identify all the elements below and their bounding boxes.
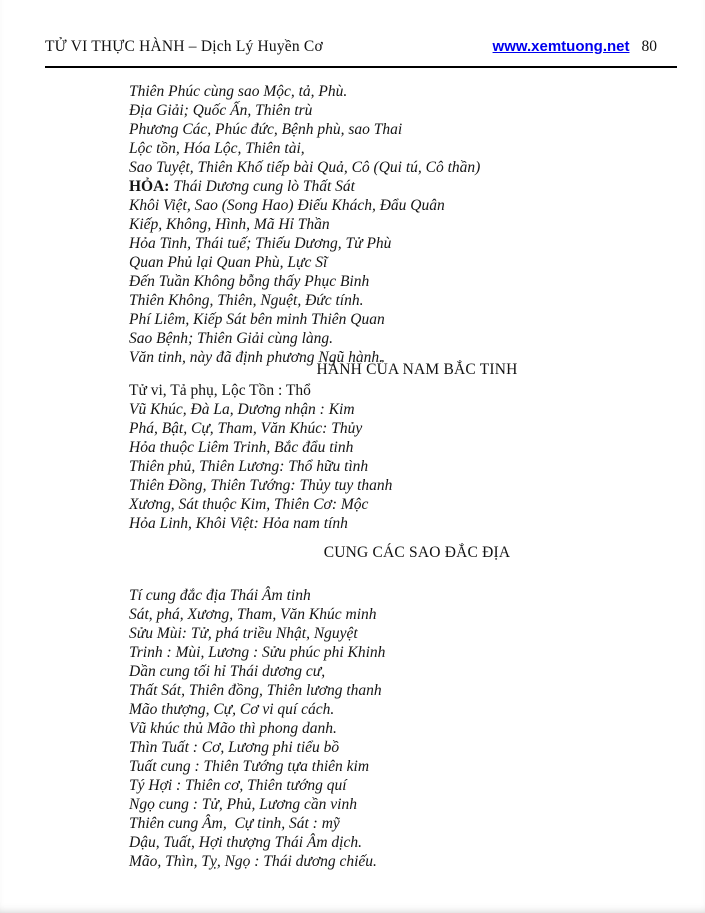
poem-line: Hỏa Linh, Khôi Việt: Hỏa nam tính (129, 515, 348, 532)
poem-line: Phí Liêm, Kiếp Sát bên minh Thiên Quan (129, 311, 385, 328)
poem-line: Vũ khúc thủ Mão thì phong danh. (129, 720, 337, 737)
poem-line: Sát, phá, Xương, Tham, Văn Khúc minh (129, 606, 377, 623)
stanza (0, 586, 705, 871)
poem-line: Đến Tuần Không bỗng thấy Phục Binh (129, 273, 370, 290)
poem-line: Quan Phủ lại Quan Phù, Lực Sĩ (129, 254, 328, 271)
poem-line: Kiếp, Không, Hình, Mã Hỉ Thần (129, 216, 330, 233)
poem-line: Thiên phủ, Thiên Lương: Thổ hữu tình (129, 458, 369, 475)
page-header (45, 38, 657, 56)
poem-line: Sao Tuyệt, Thiên Khố tiếp bài Quả, Cô (Qui tú, Cô thần) (129, 159, 481, 176)
poem-line: Hỏa thuộc Liêm Trinh, Bắc đẩu tinh (129, 439, 354, 456)
poem-line: Mão thượng, Cự, Cơ vi quí cách. (129, 701, 335, 718)
poem-line: Hỏa Tinh, Thái tuế; Thiếu Dương, Tử Phù (129, 235, 392, 252)
section (0, 543, 705, 871)
poem-line: Xương, Sát thuộc Kim, Thiên Cơ: Mộc (129, 496, 369, 513)
poem-line: Phương Các, Phúc đức, Bệnh phù, sao Thai (129, 121, 403, 138)
poem-line: Lộc tồn, Hóa Lộc, Thiên tài, (129, 140, 305, 157)
poem-line: Thìn Tuất : Cơ, Lương phi tiểu bồ (129, 739, 340, 756)
poem-line: Tử vi, Tả phụ, Lộc Tồn : Thổ (129, 382, 311, 399)
poem-line: Tí cung đắc địa Thái Âm tinh (129, 587, 311, 604)
site-link[interactable]: www.xemtuong.net (492, 38, 630, 55)
document-body (0, 82, 705, 871)
page-number: 80 (641, 38, 657, 55)
stanza (0, 381, 705, 533)
section-heading: CUNG CÁC SAO ĐẮC ĐỊA (323, 544, 511, 561)
section-heading: HÀNH CỦA NAM BẮC TINH (316, 361, 518, 378)
poem-line: Sao Bệnh; Thiên Giải cùng làng. (129, 330, 334, 347)
poem-line: Trinh : Mùi, Lương : Sửu phúc phi Khinh (129, 644, 386, 661)
poem-line: Dần cung tối hỉ Thái dương cư, (129, 663, 326, 680)
poem-line: Khôi Việt, Sao (Song Hao) Điếu Khách, Đẩu Quân (129, 197, 445, 214)
section (0, 360, 705, 533)
poem-line: Ngọ cung : Tử, Phủ, Lương cần vinh (129, 796, 357, 813)
poem-line: Phá, Bật, Cự, Tham, Văn Khúc: Thủy (129, 420, 363, 437)
poem-line: Tuất cung : Thiên Tướng tựa thiên kim (129, 758, 370, 775)
poem-line: Địa Giải; Quốc Ấn, Thiên trù (129, 102, 313, 119)
poem-line: Thiên Đồng, Thiên Tướng: Thủy tuy thanh (129, 477, 393, 494)
poem-line: Mão, Thìn, Tỵ, Ngọ : Thái dương chiếu. (129, 853, 377, 870)
header-rule (45, 66, 677, 68)
poem-line: Sửu Mùi: Tử, phá triều Nhật, Nguyệt (129, 625, 358, 642)
section (0, 82, 705, 367)
poem-line: HỎA: Thái Dương cung lò Thất Sát (129, 178, 355, 195)
poem-line: Vũ Khúc, Đà La, Dương nhận : Kim (129, 401, 355, 418)
poem-line: Thiên cung Âm, Cự tinh, Sát : mỹ (129, 815, 340, 832)
stanza (0, 82, 705, 367)
poem-line: Văn tinh, này đã định phương Ngũ hành. (129, 349, 383, 366)
poem-line: Thiên Không, Thiên, Nguệt, Đức tính. (129, 292, 364, 309)
poem-line: Tý Hợi : Thiên cơ, Thiên tướng quí (129, 777, 347, 794)
line-bold-prefix: HỎA: (129, 178, 170, 195)
header-title: TỬ VI THỰC HÀNH – Dịch Lý Huyền Cơ (45, 38, 323, 55)
poem-line: Thiên Phúc cùng sao Mộc, tả, Phù. (129, 83, 348, 100)
poem-line: Thất Sát, Thiên đồng, Thiên lương thanh (129, 682, 382, 699)
poem-line: Dậu, Tuất, Hợi thượng Thái Âm dịch. (129, 834, 362, 851)
